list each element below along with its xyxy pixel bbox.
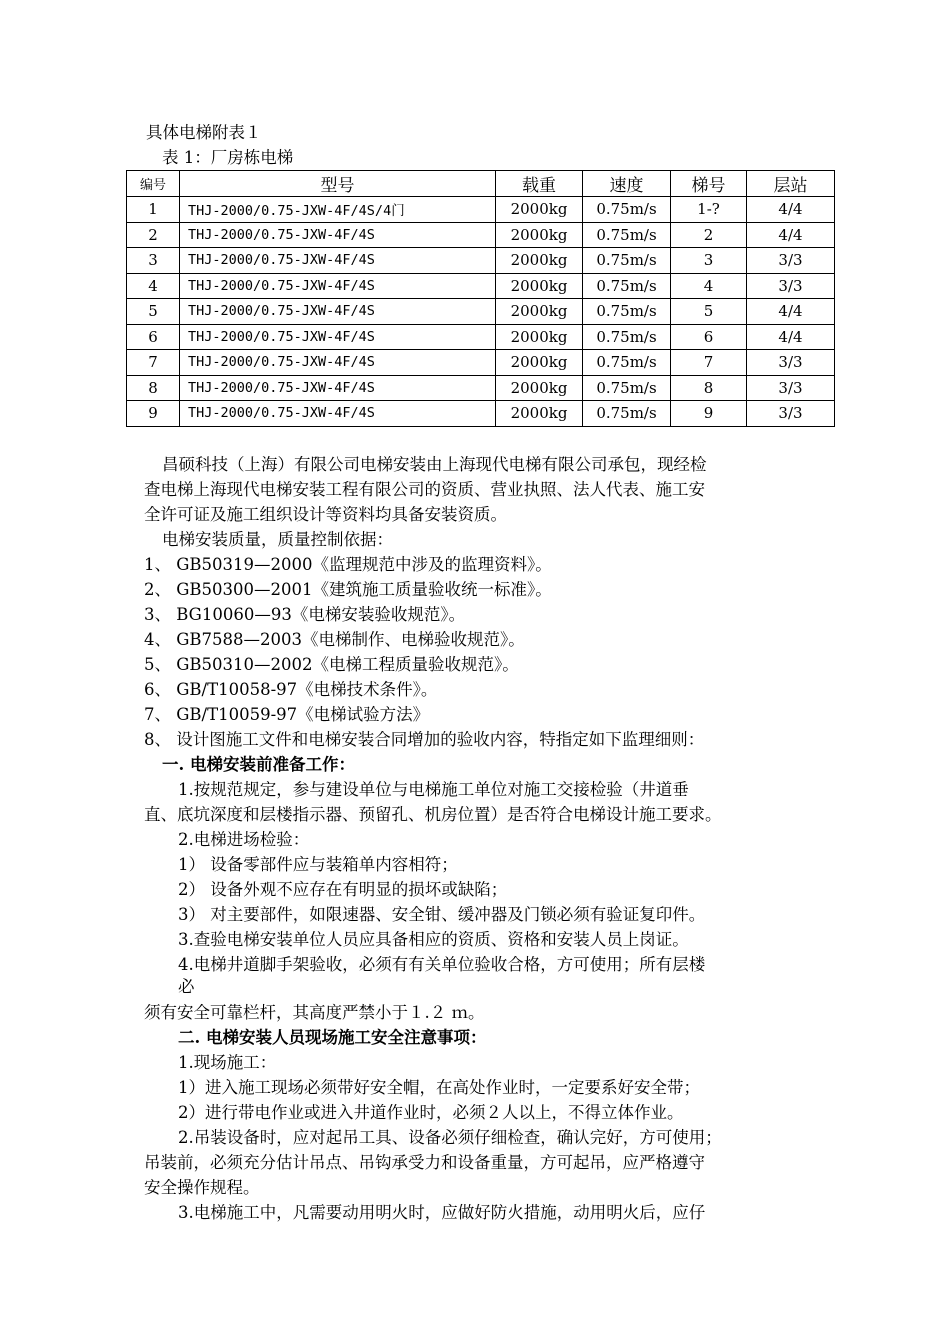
cell-number: 7	[127, 350, 180, 376]
section-two-p1-item1: 1）进入施工现场必须带好安全帽，在高处作业时，一定要系好安全带；	[178, 1078, 700, 1097]
cell-speed: 0.75m/s	[583, 248, 671, 274]
cell-model: THJ-2000/0.75-JXW-4F/4S	[180, 375, 496, 401]
cell-floors-stops: 3/3	[747, 248, 835, 274]
cell-model: THJ-2000/0.75-JXW-4F/4S	[180, 248, 496, 274]
header-floors-stops: 层站	[747, 171, 835, 197]
cell-elevator-no: 8	[671, 375, 747, 401]
cell-model: THJ-2000/0.75-JXW-4F/4S	[180, 222, 496, 248]
table-row	[127, 375, 835, 401]
header-elevator-no: 梯号	[671, 171, 747, 197]
section-one-p1-line1: 1.按规范规定，参与建设单位与电梯施工单位对施工交接检验（井道垂	[178, 780, 689, 799]
section-two-p2-line1: 2.吊装设备时，应对起吊工具、设备必须仔细检查，确认完好，方可使用；	[178, 1128, 722, 1147]
basis-item-7: 7、 GB/T10059-97《电梯试验方法》	[144, 705, 430, 724]
header-number: 编号	[127, 171, 180, 197]
cell-floors-stops: 3/3	[747, 375, 835, 401]
cell-model: THJ-2000/0.75-JXW-4F/4S/4门	[180, 197, 496, 223]
cell-speed: 0.75m/s	[583, 375, 671, 401]
basis-item-2: 2、 GB50300—2001《建筑施工质量验收统一标准》。	[144, 580, 552, 599]
cell-speed: 0.75m/s	[583, 401, 671, 427]
header-load: 载重	[496, 171, 583, 197]
cell-load: 2000kg	[496, 375, 583, 401]
cell-elevator-no: 1-?	[671, 197, 747, 223]
cell-model: THJ-2000/0.75-JXW-4F/4S	[180, 299, 496, 325]
cell-number: 6	[127, 324, 180, 350]
cell-speed: 0.75m/s	[583, 222, 671, 248]
intro-line-3: 全许可证及施工组织设计等资料均具备安装资质。	[144, 505, 507, 524]
cell-floors-stops: 4/4	[747, 324, 835, 350]
cell-speed: 0.75m/s	[583, 299, 671, 325]
table-caption: 表 1：厂房栋电梯	[162, 148, 294, 167]
cell-floors-stops: 3/3	[747, 350, 835, 376]
cell-floors-stops: 4/4	[747, 222, 835, 248]
cell-elevator-no: 3	[671, 248, 747, 274]
intro-line-2: 查电梯上海现代电梯安装工程有限公司的资质、营业执照、法人代表、施工安	[144, 480, 705, 499]
table-row	[127, 248, 835, 274]
cell-load: 2000kg	[496, 222, 583, 248]
basis-item-5: 5、 GB50310—2002《电梯工程质量验收规范》。	[144, 655, 519, 674]
cell-speed: 0.75m/s	[583, 324, 671, 350]
cell-model: THJ-2000/0.75-JXW-4F/4S	[180, 324, 496, 350]
cell-load: 2000kg	[496, 248, 583, 274]
appendix-heading: 具体电梯附表１	[146, 123, 262, 142]
table-row	[127, 401, 835, 427]
basis-item-4: 4、 GB7588—2003《电梯制作、电梯验收规范》。	[144, 630, 525, 649]
section-one-p2-item1: 1） 设备零部件应与装箱单内容相符；	[178, 855, 458, 874]
intro-line-1: 昌硕科技（上海）有限公司电梯安装由上海现代电梯有限公司承包，现经检	[162, 455, 707, 474]
cell-load: 2000kg	[496, 299, 583, 325]
cell-number: 1	[127, 197, 180, 223]
section-two-p1: 1.现场施工：	[178, 1053, 277, 1072]
cell-number: 3	[127, 248, 180, 274]
cell-model: THJ-2000/0.75-JXW-4F/4S	[180, 401, 496, 427]
table-row	[127, 299, 835, 325]
section-one-p2-item3: 3） 对主要部件，如限速器、安全钳、缓冲器及门锁必须有验证复印件。	[178, 905, 706, 924]
header-speed: 速度	[583, 171, 671, 197]
quality-basis-heading: 电梯安装质量，质量控制依据：	[162, 530, 393, 549]
cell-speed: 0.75m/s	[583, 273, 671, 299]
elevator-table	[126, 170, 835, 427]
basis-item-6: 6、 GB/T10058-97《电梯技术条件》。	[144, 680, 438, 699]
cell-elevator-no: 9	[671, 401, 747, 427]
section-two-p1-item2: 2）进行带电作业或进入井道作业时，必须２人以上，不得立体作业。	[178, 1103, 684, 1122]
cell-load: 2000kg	[496, 197, 583, 223]
cell-floors-stops: 3/3	[747, 401, 835, 427]
section-one-p2-item2: 2） 设备外观不应存在有明显的损坏或缺陷；	[178, 880, 508, 899]
cell-load: 2000kg	[496, 273, 583, 299]
cell-elevator-no: 5	[671, 299, 747, 325]
basis-item-3: 3、 BG10060—93《电梯安装验收规范》。	[144, 605, 466, 624]
cell-model: THJ-2000/0.75-JXW-4F/4S	[180, 273, 496, 299]
cell-floors-stops: 4/4	[747, 299, 835, 325]
cell-number: 8	[127, 375, 180, 401]
section-one-p4-line2: 必	[178, 977, 195, 996]
cell-number: 9	[127, 401, 180, 427]
section-two-heading: 二. 电梯安装人员现场施工安全注意事项：	[178, 1028, 487, 1047]
cell-number: 4	[127, 273, 180, 299]
section-two-p2-line2: 吊装前，必须充分估计吊点、吊钩承受力和设备重量，方可起吊，应严格遵守	[144, 1153, 705, 1172]
section-one-p2: 2.电梯进场检验：	[178, 830, 310, 849]
table-row	[127, 197, 835, 223]
table-row	[127, 222, 835, 248]
cell-elevator-no: 7	[671, 350, 747, 376]
cell-model: THJ-2000/0.75-JXW-4F/4S	[180, 350, 496, 376]
section-one-p1-line2: 直、底坑深度和层楼指示器、预留孔、机房位置）是否符合电梯设计施工要求。	[144, 805, 722, 824]
cell-load: 2000kg	[496, 401, 583, 427]
table-row	[127, 324, 835, 350]
cell-floors-stops: 4/4	[747, 197, 835, 223]
cell-elevator-no: 4	[671, 273, 747, 299]
cell-speed: 0.75m/s	[583, 350, 671, 376]
cell-elevator-no: 6	[671, 324, 747, 350]
section-two-p2-line3: 安全操作规程。	[144, 1178, 260, 1197]
cell-load: 2000kg	[496, 324, 583, 350]
table-row	[127, 273, 835, 299]
basis-item-1: 1、 GB50319—2000《监理规范中涉及的监理资料》。	[144, 555, 552, 574]
cell-number: 5	[127, 299, 180, 325]
section-one-p4-line1: 4.电梯井道脚手架验收，必须有有关单位验收合格，方可使用；所有层楼	[178, 955, 706, 974]
section-two-p3-line1: 3.电梯施工中，凡需要动用明火时，应做好防火措施，动用明火后，应仔	[178, 1203, 706, 1222]
cell-load: 2000kg	[496, 350, 583, 376]
section-one-heading: 一. 电梯安装前准备工作：	[162, 755, 355, 774]
table-header-row	[127, 171, 835, 197]
cell-floors-stops: 3/3	[747, 273, 835, 299]
cell-number: 2	[127, 222, 180, 248]
section-one-p3: 3.查验电梯安装单位人员应具备相应的资质、资格和安装人员上岗证。	[178, 930, 689, 949]
section-one-p4-line3: 须有安全可靠栏杆，其高度严禁小于１.２ ｍ。	[144, 1003, 485, 1022]
header-model: 型号	[180, 171, 496, 197]
table-row	[127, 350, 835, 376]
basis-item-8: 8、 设计图施工文件和电梯安装合同增加的验收内容，特指定如下监理细则：	[144, 730, 705, 749]
cell-elevator-no: 2	[671, 222, 747, 248]
cell-speed: 0.75m/s	[583, 197, 671, 223]
